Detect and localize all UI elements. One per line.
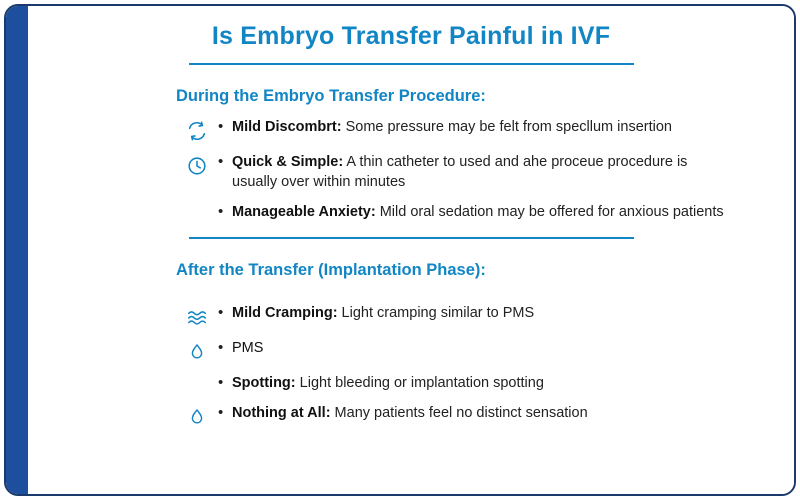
list-procedure [28,118,794,223]
list-item-term: Manageable Anxiety: [232,204,376,221]
section-heading-after-transfer: After the Transfer (Implantation Phase): [176,260,486,279]
list-item-body: Light bleeding or implantation spotting [295,374,544,391]
page-title: Is Embryo Transfer Painful in IVF [211,22,611,50]
list-item-body: Light cramping similar to PMS [337,304,535,321]
document-content [28,6,794,494]
list-item [176,203,794,223]
list-item-text [218,153,702,192]
list-item-term: Mild Cramping: [232,304,338,321]
list-item-term: Spotting: [232,374,296,391]
droplet-icon [176,404,218,428]
list-item-body: A thin catheter to used and ahe proceue procedure is usually over within minutes [232,154,688,190]
section-divider [189,237,634,239]
refresh-cycle-icon [176,118,218,142]
list-item-term: Nothing at All: [232,405,331,422]
list-item [176,118,794,142]
title-divider [189,63,634,65]
list-item-text [218,203,724,223]
list-item [176,339,794,363]
list-item-body: Mild oral sedation may be offered for anxious patients [375,204,724,221]
list-item-text [218,118,672,138]
left-accent-bar [6,6,28,494]
list-item-body: Many patients feel no distinct sensation [330,405,588,422]
list-item-text [218,304,534,324]
list-item-term: Quick & Simple: [232,154,344,170]
list-after-transfer [28,304,794,429]
list-item-body: Some pressure may be felt from specllum insertion [341,119,672,135]
list-item-term: Mild Discombrt: [232,119,342,135]
list-item [176,304,794,328]
list-item-text [218,404,588,424]
list-item [176,374,794,394]
section-heading-procedure: During the Embryo Transfer Procedure: [176,87,486,105]
list-item-term: PMS [232,339,264,356]
clock-icon [176,153,218,177]
list-item [176,153,794,192]
list-item-text [218,374,544,394]
list-item [176,404,794,428]
list-item-text [218,339,263,359]
waves-icon [176,304,218,328]
droplet-icon [176,339,218,363]
